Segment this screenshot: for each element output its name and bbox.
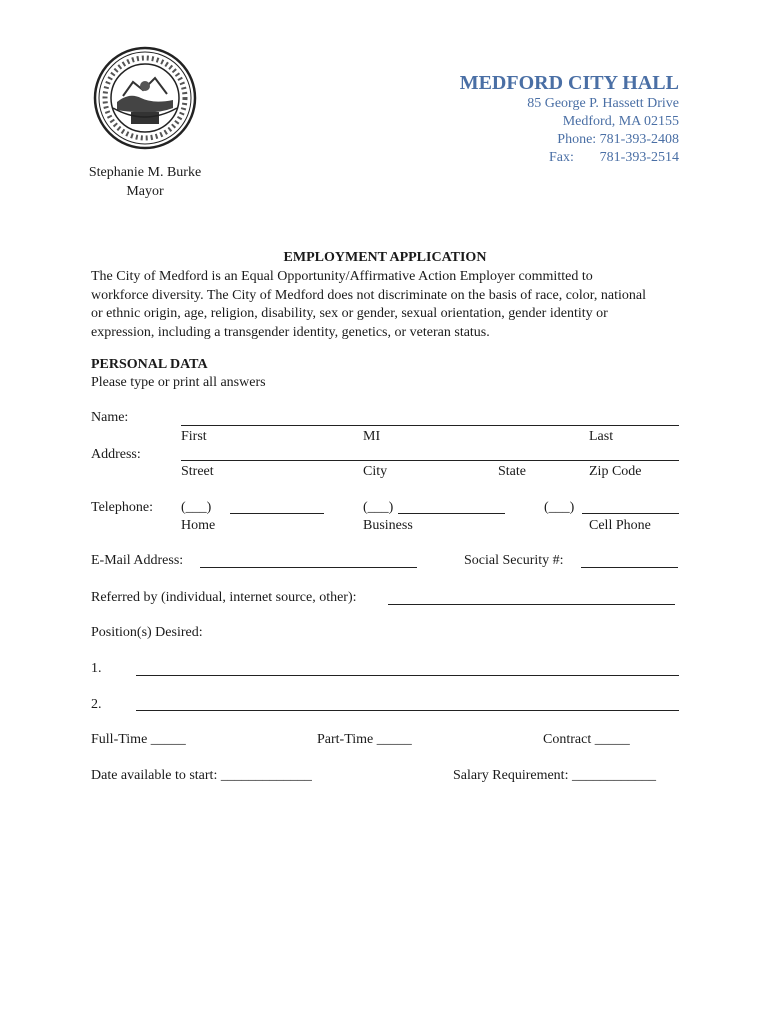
personal-data-heading: PERSONAL DATA xyxy=(91,357,208,372)
position-1-label: 1. xyxy=(91,661,102,676)
part-time-option[interactable]: Part-Time _____ xyxy=(317,732,412,747)
address-line2: Medford, MA 02155 xyxy=(562,114,679,129)
telephone-label: Telephone: xyxy=(91,500,153,515)
positions-label: Position(s) Desired: xyxy=(91,625,203,640)
phone-cell-caption: Cell Phone xyxy=(589,518,651,533)
address-label: Address: xyxy=(91,447,141,462)
cell-area-code: (___) xyxy=(544,500,575,515)
mayor-title: Mayor xyxy=(126,184,164,199)
address-city-caption: City xyxy=(363,464,388,479)
business-phone-field[interactable] xyxy=(398,513,505,514)
eeo-statement: The City of Medford is an Equal Opportunity/Affirmative Action Employer committed to workforce diversity. The City of Medford does not discriminate on the basis of race, color, national or ethnic origin, age, religion, disability, sex or gender, sexual orientation, gender identity or expression, including a transgender identity, genetics, or veteran status. xyxy=(91,269,647,340)
referred-by-label: Referred by (individual, internet source, other): xyxy=(91,590,357,605)
address-field[interactable] xyxy=(181,460,679,461)
name-field[interactable] xyxy=(181,425,679,426)
name-label: Name: xyxy=(91,410,129,425)
address-state-caption: State xyxy=(498,464,526,479)
mayor-name: Stephanie M. Burke xyxy=(88,165,202,180)
city-hall-title: MEDFORD CITY HALL xyxy=(459,72,679,94)
name-last-caption: Last xyxy=(589,429,614,444)
salary-requirement-field[interactable]: Salary Requirement: ____________ xyxy=(453,768,656,783)
email-field[interactable] xyxy=(200,567,417,568)
fax-number: 781-393-2514 xyxy=(599,150,679,165)
form-title: EMPLOYMENT APPLICATION xyxy=(283,250,487,265)
fax-label: Fax: xyxy=(549,150,574,165)
address-street-caption: Street xyxy=(181,464,214,479)
home-phone-field[interactable] xyxy=(230,513,324,514)
address-zip-caption: Zip Code xyxy=(589,464,642,479)
full-time-option[interactable]: Full-Time _____ xyxy=(91,732,186,747)
phone-home-caption: Home xyxy=(181,518,216,533)
address-line1: 85 George P. Hassett Drive xyxy=(527,96,679,111)
name-mi-caption: MI xyxy=(363,429,381,444)
phone-business-caption: Business xyxy=(363,518,413,533)
position-1-field[interactable] xyxy=(136,675,679,676)
cell-phone-field[interactable] xyxy=(582,513,679,514)
position-2-field[interactable] xyxy=(136,710,679,711)
position-2-label: 2. xyxy=(91,697,102,712)
personal-instructions: Please type or print all answers xyxy=(91,375,266,390)
referred-by-field[interactable] xyxy=(388,604,675,605)
home-area-code: (___) xyxy=(181,500,212,515)
business-area-code: (___) xyxy=(363,500,394,515)
ssn-field[interactable] xyxy=(581,567,678,568)
ssn-label: Social Security #: xyxy=(464,553,564,568)
name-first-caption: First xyxy=(181,429,207,444)
email-label: E-Mail Address: xyxy=(91,553,184,568)
date-available-field[interactable]: Date available to start: _____________ xyxy=(91,768,312,783)
phone-line: Phone: 781-393-2408 xyxy=(557,132,679,147)
contract-option[interactable]: Contract _____ xyxy=(543,732,630,747)
city-seal-logo xyxy=(93,46,197,150)
